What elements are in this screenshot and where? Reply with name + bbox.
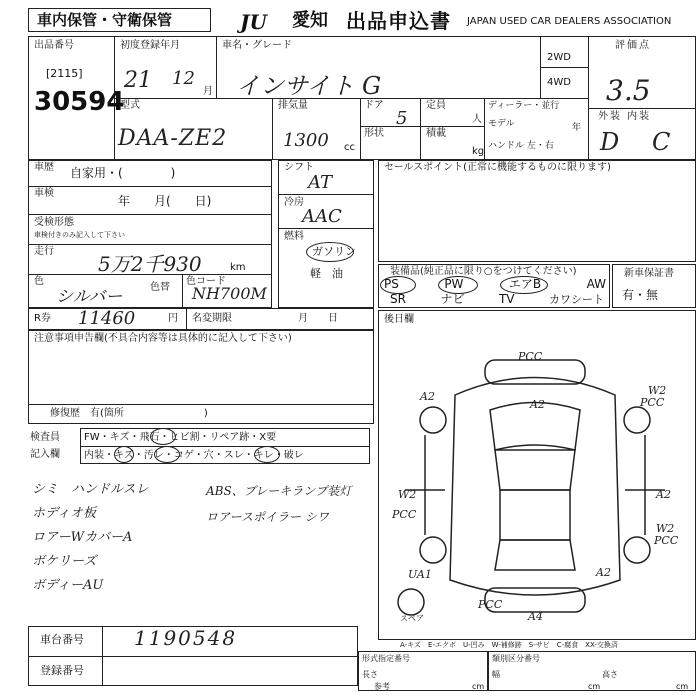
repair-label: 修復歴 有(箇所 ) <box>50 408 208 419</box>
int-value: C <box>652 128 671 156</box>
diagram-wheel-rr <box>624 537 650 563</box>
recycle-label: R券 <box>34 313 51 324</box>
doors-label: ドア <box>364 100 384 111</box>
name-change-label: 名変期限 <box>192 313 232 324</box>
grade-value: 3.5 <box>606 74 651 107</box>
diagram-spare-tire <box>398 589 424 615</box>
diagram-roof <box>500 490 570 540</box>
equip-label: 装備品(純正品に限り○をつけてください) <box>390 266 577 277</box>
mark-front-right-a: W2 <box>648 384 667 397</box>
lot-number: 30594 <box>34 87 125 117</box>
height-unit: cm <box>676 682 689 691</box>
mark-rear-right: A2 <box>596 566 611 579</box>
mark-front-right-b: PCC <box>640 396 665 409</box>
lot-small: [2115] <box>46 67 83 80</box>
sales-point-label: セールスポイント(正常に機能するものに限ります) <box>384 162 611 173</box>
form-number-label: 形式指定番号 <box>362 654 410 663</box>
mileage-unit: km <box>230 262 246 273</box>
length-unit: cm <box>472 682 485 691</box>
org-name: 愛知 <box>292 10 328 31</box>
height-label: 高さ <box>602 670 618 679</box>
model-value: DAA-ZE2 <box>118 126 228 151</box>
spare-label: スペア <box>400 614 424 623</box>
mark-front: PCC <box>518 350 543 363</box>
car-damage-diagram <box>385 340 685 630</box>
diagram-wheel-fr <box>624 407 650 433</box>
ac-value: AAC <box>302 206 342 227</box>
fuel-diesel: 軽 油 <box>310 267 343 280</box>
equip-row-2 <box>390 294 604 305</box>
equip-ps: PS <box>384 277 399 291</box>
diagram-wheel-fl <box>420 407 446 433</box>
equip-tv: TV <box>498 292 515 306</box>
doors-value: 5 <box>396 108 408 129</box>
mark-rear-bumper-b: A4 <box>528 610 543 623</box>
receipt-label: 受検形態 <box>34 217 74 228</box>
name-value: インサイト G <box>236 72 382 100</box>
capacity-unit: 人 <box>472 114 482 125</box>
receipt-note: 車検付きのみ記入して下さい <box>34 231 125 239</box>
storage-tag-text: 車内保管・守衛保管 <box>37 11 173 29</box>
name-label: 車名・グレード <box>222 40 292 51</box>
ac-label: 冷房 <box>284 197 304 208</box>
mileage-value: 5万2千930 <box>98 252 202 276</box>
inspection-label: 車検 <box>34 188 54 199</box>
form-title: 出品申込書 <box>346 9 451 33</box>
shift-label: シフト <box>284 162 314 173</box>
load-unit: kg <box>472 146 485 157</box>
mark-left-door-b: PCC <box>392 508 417 521</box>
reg-label: 登録番号 <box>40 664 84 677</box>
sales-point-box <box>378 160 696 262</box>
first-reg-month: 12 <box>172 68 195 89</box>
equip-pw: PW <box>444 277 464 291</box>
mark-right-rear-a: W2 <box>656 522 675 535</box>
mark-hood: A2 <box>530 398 545 411</box>
recycle-value: 11460 <box>78 308 136 329</box>
grade-label: 評価点 <box>615 40 651 51</box>
mark-left-door-a: W2 <box>398 488 417 501</box>
diagram-rear-window <box>495 540 575 570</box>
capacity-label: 定員 <box>426 100 446 111</box>
equip-sr: SR <box>390 292 406 306</box>
warranty-label: 新車保証書 <box>624 268 674 279</box>
diagram-windshield <box>495 450 575 490</box>
notes-list <box>32 478 149 598</box>
category-label: 類別区分番号 <box>492 654 540 663</box>
length-label: 長さ <box>362 670 378 679</box>
four-wd: 4WD <box>547 77 571 88</box>
ju-logo <box>240 10 267 34</box>
damage-legend: A-キズ E-エクボ U-凹み W-補修跡 S-サビ C-腐食 XX-交換済 <box>400 641 618 649</box>
model-label: 型式 <box>120 100 140 111</box>
load-label: 積載 <box>426 128 446 139</box>
warranty-value: 有・無 <box>622 288 659 302</box>
two-wd: 2WD <box>547 52 571 63</box>
shift-value: AT <box>308 172 333 193</box>
history-label: 車歴 <box>34 162 54 173</box>
mark-right-rear-b: PCC <box>654 534 679 547</box>
model-year-unit: 年 <box>572 123 582 133</box>
color-label: 色 <box>34 276 44 287</box>
mark-hood-left: A2 <box>420 390 435 403</box>
entry-label: 記入欄 <box>30 449 60 460</box>
mark-rear-left: UA1 <box>408 568 432 581</box>
equip-leather: カワシート <box>548 293 604 306</box>
inspector-label: 検査員 <box>30 432 60 443</box>
name-change-value: 月 日 <box>298 313 338 324</box>
association-name: JAPAN USED CAR DEALERS ASSOCIATION <box>467 16 672 27</box>
note-right-2: ロアースポイラー シワ <box>206 510 329 524</box>
chassis-label: 車台番号 <box>40 633 84 646</box>
first-reg-year: 21 <box>124 68 152 93</box>
mark-right-door-a: A2 <box>656 488 671 501</box>
ext-int-label: 外装 内装 <box>598 111 652 122</box>
ref-label: 参考 <box>374 682 390 691</box>
displacement-label: 排気量 <box>278 100 308 111</box>
fuel-label: 燃料 <box>284 231 304 242</box>
chassis-value: 1190548 <box>134 626 238 650</box>
recycle-unit: 円 <box>168 313 178 324</box>
logo-text: JU <box>240 10 267 34</box>
mileage-label: 走行 <box>34 246 54 257</box>
handle-label: ハンドル 左・右 <box>488 141 554 151</box>
diagram-wheel-rl <box>420 537 446 563</box>
displacement-unit: cc <box>344 142 355 153</box>
note-line: ロアーWカバーA <box>32 530 133 545</box>
width-label: 幅 <box>492 670 500 679</box>
inspection-value: 年 月( 日) <box>118 194 212 208</box>
entry-items: 内装・キズ・汚レ・コゲ・穴・スレ・キレ・破レ <box>84 450 304 461</box>
notice-label: 注意事項申告欄(不具合内容等は具体的に記入して下さい) <box>34 333 292 344</box>
color-code-value: NH700M <box>192 284 267 303</box>
history-value: 自家用・( ) <box>70 166 176 180</box>
equip-row-1 <box>384 279 606 290</box>
equip-airbag: エアB <box>508 277 542 291</box>
note-right-1: ABS、ブレーキランプ装灯 <box>206 484 352 498</box>
note-line: ボディーAU <box>32 578 104 593</box>
color-code-label: 色コード <box>186 276 226 287</box>
first-reg-unit: 月 <box>203 86 213 97</box>
note-line: ボケリーズ <box>32 554 97 569</box>
mark-rear-bumper: PCC <box>478 598 503 611</box>
color-change: 色替 <box>150 282 170 293</box>
import-label: ディーラー・並行 <box>488 101 560 111</box>
after-label: 後日欄 <box>384 314 414 325</box>
lot-label: 出品番号 <box>34 40 74 51</box>
note-line: シミ ハンドルスレ <box>32 482 149 497</box>
fuel-gas: ガソリン <box>312 245 356 258</box>
width-unit: cm <box>588 682 601 691</box>
inspector-items: FW・キズ・飛石・ヒビ割・リペア跡・X要 <box>84 432 277 443</box>
note-line: ホディオ板 <box>32 506 96 521</box>
shape-label: 形状 <box>364 128 384 139</box>
first-reg-label: 初度登録年月 <box>120 40 180 51</box>
equip-aw: AW <box>586 277 606 291</box>
ext-value: D <box>600 128 620 156</box>
displacement-value: 1300 <box>283 130 329 151</box>
color-value: シルバー <box>56 287 123 307</box>
equip-navi: ナビ <box>440 292 465 306</box>
model-year-label: モデル <box>488 119 515 129</box>
